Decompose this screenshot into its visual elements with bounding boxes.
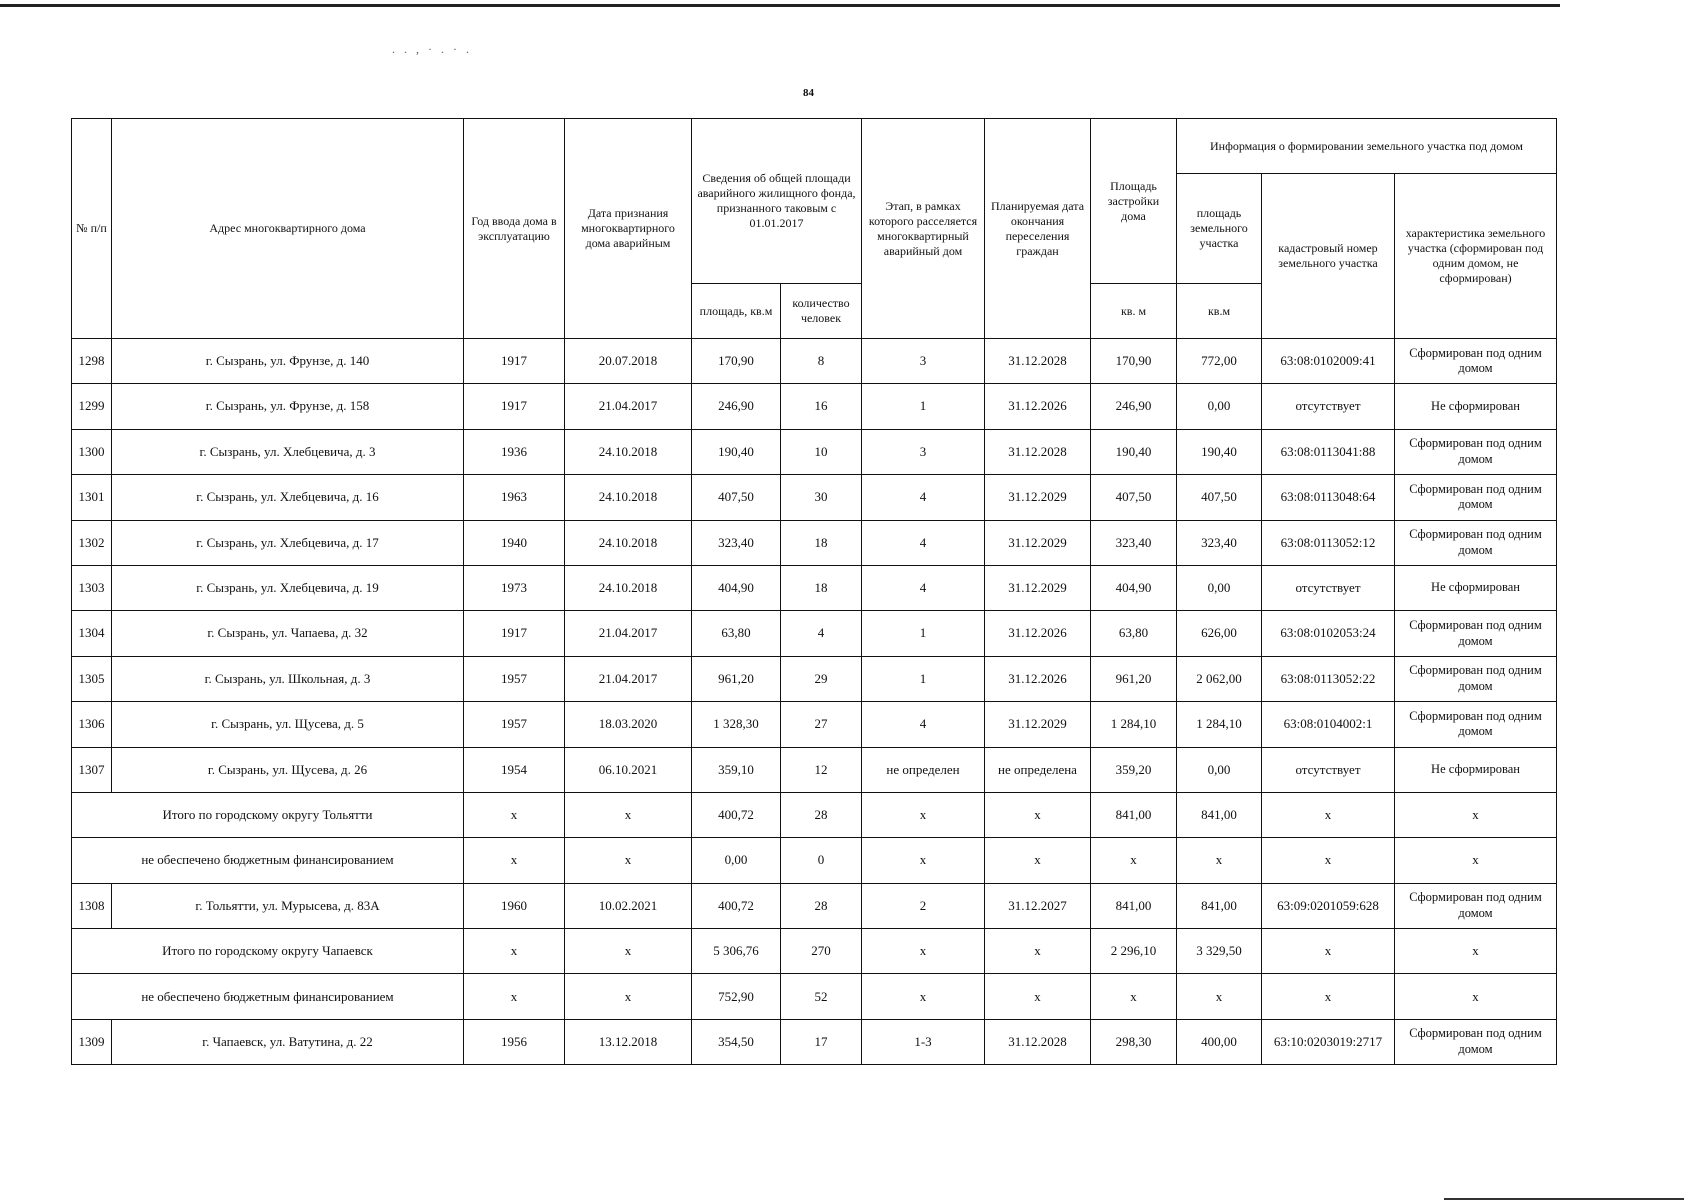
row-area: 170,90 (692, 339, 781, 384)
row-cadastral: 63:08:0113048:64 (1262, 475, 1395, 520)
row-planned-date: 31.12.2029 (985, 702, 1091, 747)
row-characteristic: x (1395, 929, 1557, 974)
row-date: 13.12.2018 (565, 1019, 692, 1064)
header-land-info: Информация о формировании земельного участка под домом (1177, 119, 1557, 174)
scan-marks: . . , · . · . (392, 42, 472, 56)
table-row (72, 429, 1557, 474)
row-area: 63,80 (692, 611, 781, 656)
row-land-area: 0,00 (1177, 565, 1262, 610)
row-land-area: 400,00 (1177, 1019, 1262, 1064)
row-year: x (464, 838, 565, 883)
row-build-area: 246,90 (1091, 384, 1177, 429)
row-stage: 3 (862, 339, 985, 384)
row-land-area: x (1177, 838, 1262, 883)
row-year: 1960 (464, 883, 565, 928)
row-num: 1299 (72, 384, 112, 429)
row-land-area: 323,40 (1177, 520, 1262, 565)
row-land-area: 0,00 (1177, 747, 1262, 792)
row-planned-date: 31.12.2026 (985, 656, 1091, 701)
row-area: 752,90 (692, 974, 781, 1019)
row-year: 1917 (464, 611, 565, 656)
page-number: 84 (803, 87, 814, 99)
row-year: 1954 (464, 747, 565, 792)
row-land-area: 2 062,00 (1177, 656, 1262, 701)
row-year: 1936 (464, 429, 565, 474)
row-people: 18 (781, 520, 862, 565)
row-address: г. Тольятти, ул. Мурысева, д. 83А (112, 883, 464, 928)
row-cadastral: 63:08:0113052:12 (1262, 520, 1395, 565)
row-stage: x (862, 974, 985, 1019)
row-cadastral: x (1262, 838, 1395, 883)
row-characteristic: x (1395, 974, 1557, 1019)
row-stage: 4 (862, 475, 985, 520)
row-build-area: 961,20 (1091, 656, 1177, 701)
row-num: 1307 (72, 747, 112, 792)
row-build-area: 2 296,10 (1091, 929, 1177, 974)
row-year: 1957 (464, 702, 565, 747)
row-people: 8 (781, 339, 862, 384)
table-row (72, 611, 1557, 656)
row-area: 0,00 (692, 838, 781, 883)
row-planned-date: x (985, 974, 1091, 1019)
table-row (72, 1019, 1557, 1064)
row-planned-date: 31.12.2028 (985, 1019, 1091, 1064)
row-land-area: 1 284,10 (1177, 702, 1262, 747)
row-num: 1306 (72, 702, 112, 747)
row-people: 0 (781, 838, 862, 883)
row-build-area: 407,50 (1091, 475, 1177, 520)
header-build-area: Площадь застройки дома (1091, 119, 1177, 284)
row-planned-date: 31.12.2026 (985, 611, 1091, 656)
row-characteristic: Сформирован под одним домом (1395, 702, 1557, 747)
row-stage: 1 (862, 384, 985, 429)
row-year: 1917 (464, 339, 565, 384)
row-address: г. Сызрань, ул. Школьная, д. 3 (112, 656, 464, 701)
row-build-area: x (1091, 974, 1177, 1019)
row-date: 24.10.2018 (565, 565, 692, 610)
row-year: x (464, 792, 565, 837)
row-num: 1298 (72, 339, 112, 384)
row-planned-date: x (985, 929, 1091, 974)
row-people: 4 (781, 611, 862, 656)
total-row (72, 792, 1557, 837)
header-cadastral: кадастровый номер земельного участка (1262, 174, 1395, 339)
row-people: 29 (781, 656, 862, 701)
row-year: 1940 (464, 520, 565, 565)
header-build-area-unit: кв. м (1091, 284, 1177, 339)
table-row (72, 339, 1557, 384)
row-characteristic: Сформирован под одним домом (1395, 475, 1557, 520)
row-year: 1956 (464, 1019, 565, 1064)
row-area: 5 306,76 (692, 929, 781, 974)
table-row (72, 565, 1557, 610)
row-characteristic: Не сформирован (1395, 384, 1557, 429)
row-area: 961,20 (692, 656, 781, 701)
row-address: г. Сызрань, ул. Фрунзе, д. 140 (112, 339, 464, 384)
row-land-area: 0,00 (1177, 384, 1262, 429)
header-land-area-unit: кв.м (1177, 284, 1262, 339)
row-build-area: 841,00 (1091, 883, 1177, 928)
row-date: 10.02.2021 (565, 883, 692, 928)
row-stage: 4 (862, 702, 985, 747)
row-cadastral: x (1262, 792, 1395, 837)
header-address: Адрес многоквартирного дома (112, 119, 464, 339)
row-planned-date: не определена (985, 747, 1091, 792)
row-build-area: 298,30 (1091, 1019, 1177, 1064)
row-date: 21.04.2017 (565, 656, 692, 701)
row-land-area: 3 329,50 (1177, 929, 1262, 974)
row-date: 18.03.2020 (565, 702, 692, 747)
row-cadastral: отсутствует (1262, 565, 1395, 610)
row-area: 400,72 (692, 792, 781, 837)
row-cadastral: 63:08:0113052:22 (1262, 656, 1395, 701)
row-people: 18 (781, 565, 862, 610)
row-cadastral: 63:08:0102053:24 (1262, 611, 1395, 656)
row-people: 270 (781, 929, 862, 974)
row-stage: не определен (862, 747, 985, 792)
row-build-area: 359,20 (1091, 747, 1177, 792)
row-people: 27 (781, 702, 862, 747)
row-address: г. Сызрань, ул. Щусева, д. 26 (112, 747, 464, 792)
row-address: г. Чапаевск, ул. Ватутина, д. 22 (112, 1019, 464, 1064)
row-num: 1305 (72, 656, 112, 701)
row-build-area: 170,90 (1091, 339, 1177, 384)
row-stage: x (862, 792, 985, 837)
row-characteristic: Не сформирован (1395, 747, 1557, 792)
row-characteristic: Сформирован под одним домом (1395, 1019, 1557, 1064)
row-people: 12 (781, 747, 862, 792)
total-row (72, 929, 1557, 974)
row-planned-date: 31.12.2028 (985, 429, 1091, 474)
row-characteristic: Сформирован под одним домом (1395, 429, 1557, 474)
row-build-area: 404,90 (1091, 565, 1177, 610)
row-stage: x (862, 929, 985, 974)
row-build-area: 190,40 (1091, 429, 1177, 474)
table-row (72, 747, 1557, 792)
row-land-area: 407,50 (1177, 475, 1262, 520)
total-row (72, 838, 1557, 883)
header-characteristic: характеристика земельного участка (сформирован под одним домом, не сформирован) (1395, 174, 1557, 339)
row-land-area: x (1177, 974, 1262, 1019)
row-characteristic: Сформирован под одним домом (1395, 611, 1557, 656)
row-area: 1 328,30 (692, 702, 781, 747)
row-area: 246,90 (692, 384, 781, 429)
row-cadastral: отсутствует (1262, 747, 1395, 792)
row-characteristic: Сформирован под одним домом (1395, 656, 1557, 701)
row-land-area: 841,00 (1177, 883, 1262, 928)
total-label: не обеспечено бюджетным финансированием (72, 974, 464, 1019)
row-people: 28 (781, 883, 862, 928)
row-stage: 1-3 (862, 1019, 985, 1064)
row-year: 1917 (464, 384, 565, 429)
row-num: 1304 (72, 611, 112, 656)
row-area: 323,40 (692, 520, 781, 565)
row-build-area: 63,80 (1091, 611, 1177, 656)
row-address: г. Сызрань, ул. Хлебцевича, д. 16 (112, 475, 464, 520)
row-stage: 3 (862, 429, 985, 474)
row-date: x (565, 838, 692, 883)
row-land-area: 190,40 (1177, 429, 1262, 474)
row-planned-date: 31.12.2027 (985, 883, 1091, 928)
row-address: г. Сызрань, ул. Хлебцевича, д. 17 (112, 520, 464, 565)
row-date: 21.04.2017 (565, 611, 692, 656)
total-label: Итого по городскому округу Тольятти (72, 792, 464, 837)
row-characteristic: Сформирован под одним домом (1395, 520, 1557, 565)
row-build-area: x (1091, 838, 1177, 883)
total-label: не обеспечено бюджетным финансированием (72, 838, 464, 883)
row-stage: 4 (862, 520, 985, 565)
row-area: 404,90 (692, 565, 781, 610)
row-year: x (464, 929, 565, 974)
row-cadastral: отсутствует (1262, 384, 1395, 429)
row-area: 400,72 (692, 883, 781, 928)
row-characteristic: Сформирован под одним домом (1395, 883, 1557, 928)
row-date: 21.04.2017 (565, 384, 692, 429)
row-stage: 4 (862, 565, 985, 610)
row-planned-date: 31.12.2026 (985, 384, 1091, 429)
row-year: 1963 (464, 475, 565, 520)
row-num: 1300 (72, 429, 112, 474)
table-row (72, 475, 1557, 520)
header-year: Год ввода дома в эксплуатацию (464, 119, 565, 339)
row-planned-date: 31.12.2029 (985, 565, 1091, 610)
table-row (72, 702, 1557, 747)
row-stage: x (862, 838, 985, 883)
row-cadastral: 63:09:0201059:628 (1262, 883, 1395, 928)
row-cadastral: 63:08:0113041:88 (1262, 429, 1395, 474)
row-address: г. Сызрань, ул. Хлебцевича, д. 19 (112, 565, 464, 610)
scan-top-border (0, 4, 1560, 7)
row-characteristic: x (1395, 792, 1557, 837)
row-planned-date: 31.12.2028 (985, 339, 1091, 384)
row-date: 06.10.2021 (565, 747, 692, 792)
row-characteristic: Сформирован под одним домом (1395, 339, 1557, 384)
row-people: 10 (781, 429, 862, 474)
row-cadastral: 63:08:0102009:41 (1262, 339, 1395, 384)
row-planned-date: x (985, 792, 1091, 837)
row-address: г. Сызрань, ул. Фрунзе, д. 158 (112, 384, 464, 429)
row-num: 1309 (72, 1019, 112, 1064)
table-row (72, 520, 1557, 565)
header-date: Дата признания многоквартирного дома аварийным (565, 119, 692, 339)
row-cadastral: x (1262, 974, 1395, 1019)
row-people: 52 (781, 974, 862, 1019)
row-date: 24.10.2018 (565, 475, 692, 520)
row-people: 28 (781, 792, 862, 837)
header-num: № п/п (72, 119, 112, 339)
row-planned-date: 31.12.2029 (985, 520, 1091, 565)
row-characteristic: x (1395, 838, 1557, 883)
row-cadastral: x (1262, 929, 1395, 974)
row-num: 1308 (72, 883, 112, 928)
row-date: 20.07.2018 (565, 339, 692, 384)
row-stage: 1 (862, 611, 985, 656)
row-land-area: 626,00 (1177, 611, 1262, 656)
row-date: x (565, 792, 692, 837)
row-area: 354,50 (692, 1019, 781, 1064)
total-row (72, 974, 1557, 1019)
row-year: 1957 (464, 656, 565, 701)
row-characteristic: Не сформирован (1395, 565, 1557, 610)
row-num: 1302 (72, 520, 112, 565)
row-area: 190,40 (692, 429, 781, 474)
row-stage: 2 (862, 883, 985, 928)
row-num: 1301 (72, 475, 112, 520)
header-land-area: площадь земельного участка (1177, 174, 1262, 284)
row-planned-date: 31.12.2029 (985, 475, 1091, 520)
row-date: 24.10.2018 (565, 520, 692, 565)
row-address: г. Сызрань, ул. Чапаева, д. 32 (112, 611, 464, 656)
row-address: г. Сызрань, ул. Щусева, д. 5 (112, 702, 464, 747)
table-row (72, 656, 1557, 701)
row-area: 407,50 (692, 475, 781, 520)
table-row (72, 384, 1557, 429)
row-date: 24.10.2018 (565, 429, 692, 474)
row-build-area: 1 284,10 (1091, 702, 1177, 747)
housing-register-table (71, 118, 1557, 1065)
row-people: 30 (781, 475, 862, 520)
row-area: 359,10 (692, 747, 781, 792)
row-year: 1973 (464, 565, 565, 610)
row-build-area: 841,00 (1091, 792, 1177, 837)
table-row (72, 883, 1557, 928)
header-planned-date: Планируемая дата окончания переселения граждан (985, 119, 1091, 339)
row-land-area: 772,00 (1177, 339, 1262, 384)
row-num: 1303 (72, 565, 112, 610)
row-date: x (565, 929, 692, 974)
row-date: x (565, 974, 692, 1019)
row-land-area: 841,00 (1177, 792, 1262, 837)
row-people: 16 (781, 384, 862, 429)
row-year: x (464, 974, 565, 1019)
row-address: г. Сызрань, ул. Хлебцевича, д. 3 (112, 429, 464, 474)
row-people: 17 (781, 1019, 862, 1064)
row-cadastral: 63:10:0203019:2717 (1262, 1019, 1395, 1064)
header-area: площадь, кв.м (692, 284, 781, 339)
row-cadastral: 63:08:0104002:1 (1262, 702, 1395, 747)
row-build-area: 323,40 (1091, 520, 1177, 565)
header-people: количество человек (781, 284, 862, 339)
header-stage: Этап, в рамках которого расселяется многоквартирный аварийный дом (862, 119, 985, 339)
total-label: Итого по городскому округу Чапаевск (72, 929, 464, 974)
row-stage: 1 (862, 656, 985, 701)
header-area-info: Сведения об общей площади аварийного жилищного фонда, признанного таковым с 01.01.2017 (692, 119, 862, 284)
row-planned-date: x (985, 838, 1091, 883)
